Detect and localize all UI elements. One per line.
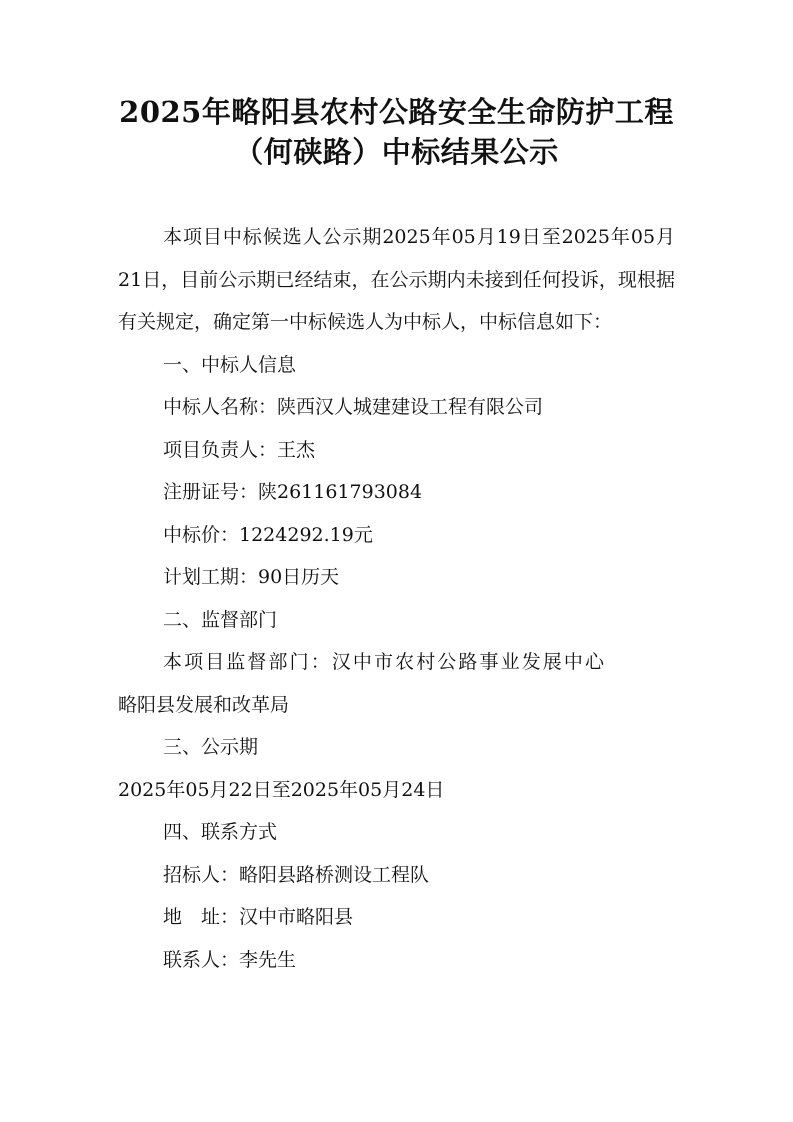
winning-price: 中标价：1224292.19元: [163, 523, 373, 546]
address: 地 址：汉中市略阳县: [163, 906, 354, 928]
section-2-heading: 二、监督部门: [163, 608, 278, 631]
document-body: [118, 216, 675, 981]
intro-paragraph: 本项目中标候选人公示期2025年05月19日至2025年05月21日，目前公示期已经结束，在公示期内未接到任何投诉，现根据有关规定，确定第一中标候选人为中标人，中标信息如下：: [118, 226, 675, 333]
title-line-1: 2025年略阳县农村公路安全生命防护工程: [119, 95, 674, 129]
tenderer: 招标人：略阳县路桥测设工程队: [163, 863, 430, 886]
project-manager: 项目负责人：王杰: [163, 438, 316, 461]
section-1-heading: 一、中标人信息: [163, 353, 297, 376]
winner-name: 中标人名称：陕西汉人城建建设工程有限公司: [163, 396, 544, 418]
section-4-heading: 四、联系方式: [163, 821, 278, 843]
planned-duration: 计划工期：90日历天: [163, 566, 340, 588]
document-title: [118, 92, 675, 172]
contact-person: 联系人：李先生: [163, 948, 297, 971]
supervision-department: 本项目监督部门：汉中市农村公路事业发展中心: [163, 651, 607, 673]
supervision-department-continued: 略阳县发展和改革局: [118, 693, 290, 716]
title-line-2: （何硖路）中标结果公示: [234, 135, 559, 169]
publicity-period: 2025年05月22日至2025年05月24日: [118, 778, 445, 801]
registration-number: 注册证号：陕261161793084: [163, 481, 423, 503]
section-3-heading: 三、公示期: [163, 736, 259, 758]
